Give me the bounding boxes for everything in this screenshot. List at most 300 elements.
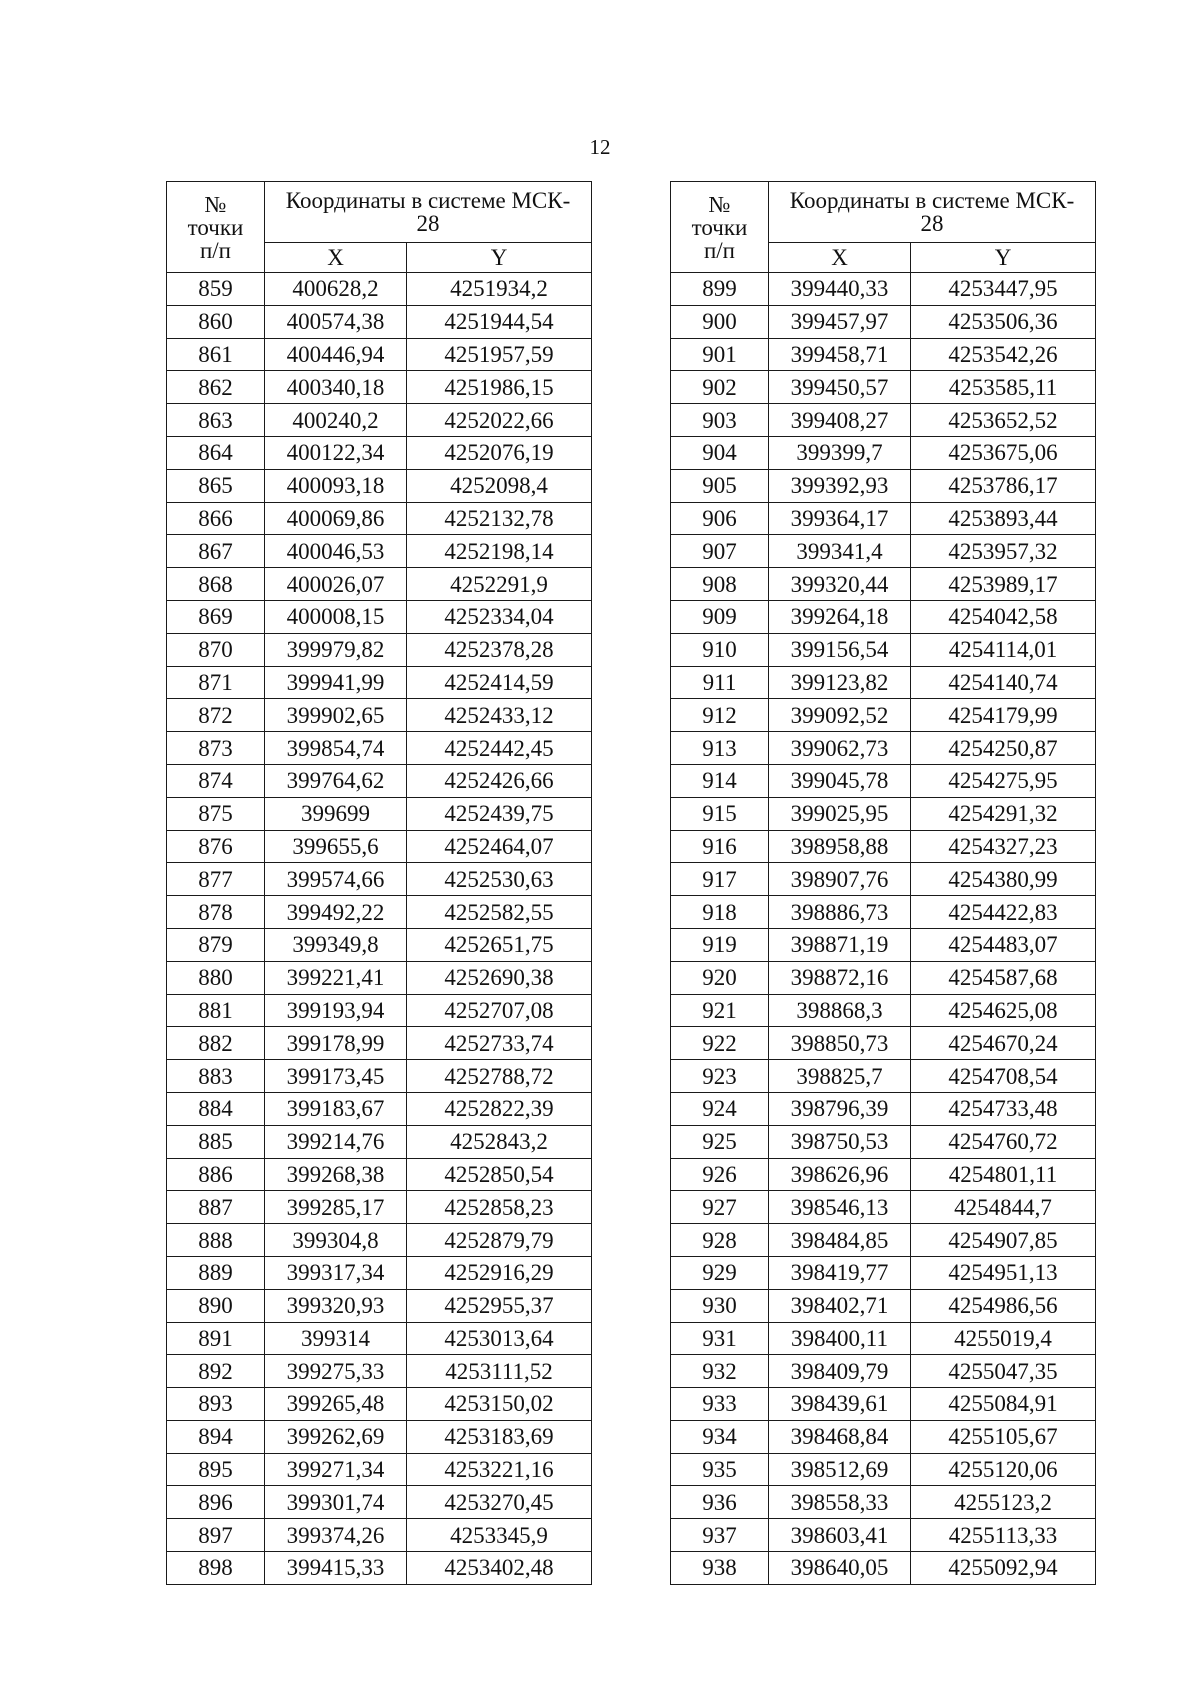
x-coordinate-cell: 399655,6: [265, 830, 407, 863]
y-coordinate-cell: 4251986,15: [407, 371, 592, 404]
table-row: [167, 699, 592, 732]
point-number-cell: 884: [167, 1092, 265, 1125]
table-row: [167, 1552, 592, 1585]
x-coordinate-cell: 399320,93: [265, 1289, 407, 1322]
table-row: [671, 1322, 1096, 1355]
point-number-cell: 877: [167, 863, 265, 896]
point-number-cell: 900: [671, 305, 769, 338]
x-coordinate-cell: 399214,76: [265, 1125, 407, 1158]
y-coordinate-cell: 4255084,91: [911, 1388, 1096, 1421]
point-number-cell: 904: [671, 436, 769, 469]
table-row: [167, 305, 592, 338]
point-number-cell: 906: [671, 502, 769, 535]
x-coordinate-cell: 398439,61: [769, 1388, 911, 1421]
point-number-cell: 920: [671, 961, 769, 994]
y-coordinate-cell: 4253270,45: [407, 1486, 592, 1519]
x-coordinate-cell: 398886,73: [769, 896, 911, 929]
point-number-cell: 891: [167, 1322, 265, 1355]
point-number-cell: 874: [167, 764, 265, 797]
table-row: [167, 928, 592, 961]
table-row: [167, 1388, 592, 1421]
x-coordinate-cell: 399457,97: [769, 305, 911, 338]
table-row: [167, 1027, 592, 1060]
table-row: [167, 1519, 592, 1552]
x-coordinate-cell: 398825,7: [769, 1060, 911, 1093]
y-coordinate-cell: 4252733,74: [407, 1027, 592, 1060]
x-coordinate-cell: 399979,82: [265, 633, 407, 666]
point-number-cell: 893: [167, 1388, 265, 1421]
point-number-cell: 887: [167, 1191, 265, 1224]
point-number-cell: 897: [167, 1519, 265, 1552]
y-column-header: Y: [407, 243, 592, 273]
table-row: [671, 1453, 1096, 1486]
table-row: [671, 1388, 1096, 1421]
table-row: [167, 764, 592, 797]
x-coordinate-cell: 399458,71: [769, 338, 911, 371]
x-coordinate-cell: 398796,39: [769, 1092, 911, 1125]
y-coordinate-cell: 4252414,59: [407, 666, 592, 699]
point-number-cell: 865: [167, 469, 265, 502]
y-coordinate-cell: 4252879,79: [407, 1224, 592, 1257]
table-row: [671, 994, 1096, 1027]
point-number-cell: 898: [167, 1552, 265, 1585]
y-coordinate-cell: 4253402,48: [407, 1552, 592, 1585]
point-number-cell: 878: [167, 896, 265, 929]
point-number-cell: 890: [167, 1289, 265, 1322]
point-number-cell: 936: [671, 1486, 769, 1519]
x-coordinate-cell: 399156,54: [769, 633, 911, 666]
y-coordinate-cell: 4254275,95: [911, 764, 1096, 797]
point-number-cell: 869: [167, 600, 265, 633]
y-coordinate-cell: 4252426,66: [407, 764, 592, 797]
y-coordinate-cell: 4252439,75: [407, 797, 592, 830]
table-row: [671, 305, 1096, 338]
point-number-cell: 896: [167, 1486, 265, 1519]
table-row: [671, 797, 1096, 830]
x-coordinate-cell: 400122,34: [265, 436, 407, 469]
table-row: [671, 1256, 1096, 1289]
x-coordinate-cell: 399408,27: [769, 404, 911, 437]
table-row: [167, 666, 592, 699]
point-number-cell: 919: [671, 928, 769, 961]
x-coordinate-cell: 399178,99: [265, 1027, 407, 1060]
x-coordinate-cell: 399574,66: [265, 863, 407, 896]
point-number-header: [167, 182, 265, 273]
table-row: [671, 600, 1096, 633]
y-coordinate-cell: 4254042,58: [911, 600, 1096, 633]
y-coordinate-cell: 4252334,04: [407, 600, 592, 633]
x-column-header: X: [769, 243, 911, 273]
table-row: [671, 502, 1096, 535]
x-coordinate-cell: 398871,19: [769, 928, 911, 961]
x-coordinate-cell: 398419,77: [769, 1256, 911, 1289]
x-coordinate-cell: 398907,76: [769, 863, 911, 896]
table-row: [671, 928, 1096, 961]
y-coordinate-cell: 4253447,95: [911, 273, 1096, 306]
y-coordinate-cell: 4253013,64: [407, 1322, 592, 1355]
y-coordinate-cell: 4252822,39: [407, 1092, 592, 1125]
point-number-cell: 928: [671, 1224, 769, 1257]
point-word: точки: [691, 214, 748, 240]
point-number-cell: 903: [671, 404, 769, 437]
x-coordinate-cell: 398558,33: [769, 1486, 911, 1519]
table-row: [671, 961, 1096, 994]
y-coordinate-cell: 4253585,11: [911, 371, 1096, 404]
number-sign: №: [708, 191, 731, 217]
y-coordinate-cell: 4252132,78: [407, 502, 592, 535]
point-number-cell: 873: [167, 732, 265, 765]
table-row: [167, 896, 592, 929]
point-number-cell: 864: [167, 436, 265, 469]
x-coordinate-cell: 399314: [265, 1322, 407, 1355]
point-number-cell: 886: [167, 1158, 265, 1191]
x-coordinate-cell: 399317,34: [265, 1256, 407, 1289]
y-coordinate-cell: 4255019,4: [911, 1322, 1096, 1355]
y-coordinate-cell: 4254760,72: [911, 1125, 1096, 1158]
table-row: [167, 1060, 592, 1093]
y-coordinate-cell: 4253542,26: [911, 338, 1096, 371]
table-row: [167, 797, 592, 830]
y-coordinate-cell: 4251944,54: [407, 305, 592, 338]
y-coordinate-cell: 4252690,38: [407, 961, 592, 994]
x-coordinate-cell: 398546,13: [769, 1191, 911, 1224]
table-row: [671, 469, 1096, 502]
point-number-cell: 913: [671, 732, 769, 765]
y-coordinate-cell: 4253111,52: [407, 1355, 592, 1388]
table-row: [167, 961, 592, 994]
y-coordinate-cell: 4255047,35: [911, 1355, 1096, 1388]
y-coordinate-cell: 4252198,14: [407, 535, 592, 568]
point-number-cell: 925: [671, 1125, 769, 1158]
y-coordinate-cell: 4251957,59: [407, 338, 592, 371]
y-coordinate-cell: 4252022,66: [407, 404, 592, 437]
x-coordinate-cell: 400446,94: [265, 338, 407, 371]
point-number-cell: 924: [671, 1092, 769, 1125]
y-coordinate-cell: 4254587,68: [911, 961, 1096, 994]
x-coordinate-cell: 398640,05: [769, 1552, 911, 1585]
y-coordinate-cell: 4253786,17: [911, 469, 1096, 502]
table-row: [167, 1125, 592, 1158]
y-coordinate-cell: 4254327,23: [911, 830, 1096, 863]
y-coordinate-cell: 4255123,2: [911, 1486, 1096, 1519]
table-row: [167, 1092, 592, 1125]
point-number-cell: 868: [167, 568, 265, 601]
x-coordinate-cell: 399320,44: [769, 568, 911, 601]
table-row: [167, 1224, 592, 1257]
table-row: [671, 404, 1096, 437]
x-column-header: X: [265, 243, 407, 273]
y-coordinate-cell: 4253652,52: [911, 404, 1096, 437]
point-number-cell: 862: [167, 371, 265, 404]
point-number-cell: 915: [671, 797, 769, 830]
y-coordinate-cell: 4252955,37: [407, 1289, 592, 1322]
coordinate-system-header: Координаты в системе МСК- 28: [265, 182, 592, 243]
table-row: [671, 1224, 1096, 1257]
x-coordinate-cell: 400574,38: [265, 305, 407, 338]
table-body-right: [671, 273, 1096, 1585]
table-row: [671, 830, 1096, 863]
table-row: [167, 1191, 592, 1224]
y-coordinate-cell: 4254291,32: [911, 797, 1096, 830]
y-coordinate-cell: 4253675,06: [911, 436, 1096, 469]
x-coordinate-cell: 399399,7: [769, 436, 911, 469]
table-row: [671, 1060, 1096, 1093]
point-number-cell: 881: [167, 994, 265, 1027]
point-number-cell: 934: [671, 1420, 769, 1453]
y-coordinate-cell: 4254422,83: [911, 896, 1096, 929]
table-row: [167, 338, 592, 371]
x-coordinate-cell: 399275,33: [265, 1355, 407, 1388]
x-coordinate-cell: 399440,33: [769, 273, 911, 306]
point-number-cell: 859: [167, 273, 265, 306]
point-word: точки: [187, 214, 244, 240]
y-coordinate-cell: 4253150,02: [407, 1388, 592, 1421]
x-coordinate-cell: 399092,52: [769, 699, 911, 732]
table-row: [167, 469, 592, 502]
page-number: 12: [589, 135, 611, 159]
x-coordinate-cell: 399045,78: [769, 764, 911, 797]
table-row: [167, 535, 592, 568]
point-number-cell: 876: [167, 830, 265, 863]
point-number-cell: 912: [671, 699, 769, 732]
point-number-cell: 866: [167, 502, 265, 535]
table-row: [671, 1191, 1096, 1224]
y-coordinate-cell: 4252651,75: [407, 928, 592, 961]
y-coordinate-cell: 4253183,69: [407, 1420, 592, 1453]
point-number-cell: 933: [671, 1388, 769, 1421]
y-coordinate-cell: 4252707,08: [407, 994, 592, 1027]
point-number-cell: 918: [671, 896, 769, 929]
number-sign: №: [204, 191, 227, 217]
table-row: [167, 1420, 592, 1453]
point-number-cell: 921: [671, 994, 769, 1027]
y-coordinate-cell: 4254483,07: [911, 928, 1096, 961]
y-coordinate-cell: 4253893,44: [911, 502, 1096, 535]
x-coordinate-cell: 399123,82: [769, 666, 911, 699]
table-row: [167, 633, 592, 666]
x-coordinate-cell: 399183,67: [265, 1092, 407, 1125]
point-number-cell: 927: [671, 1191, 769, 1224]
y-coordinate-cell: 4255113,33: [911, 1519, 1096, 1552]
table-body-left: [167, 273, 592, 1585]
y-coordinate-cell: 4252098,4: [407, 469, 592, 502]
coordinate-system-header: Координаты в системе МСК- 28: [769, 182, 1096, 243]
y-coordinate-cell: 4252291,9: [407, 568, 592, 601]
table-row: [167, 436, 592, 469]
table-row: [671, 1027, 1096, 1060]
y-coordinate-cell: 4252843,2: [407, 1125, 592, 1158]
table-row: [167, 1453, 592, 1486]
table-row: [167, 1486, 592, 1519]
y-coordinate-cell: 4252916,29: [407, 1256, 592, 1289]
x-coordinate-cell: 399941,99: [265, 666, 407, 699]
x-coordinate-cell: 400240,2: [265, 404, 407, 437]
x-coordinate-cell: 398868,3: [769, 994, 911, 1027]
table-row: [167, 1322, 592, 1355]
x-coordinate-cell: 398409,79: [769, 1355, 911, 1388]
point-number-cell: 935: [671, 1453, 769, 1486]
point-number-cell: 899: [671, 273, 769, 306]
x-coordinate-cell: 399262,69: [265, 1420, 407, 1453]
y-coordinate-cell: 4254140,74: [911, 666, 1096, 699]
x-coordinate-cell: 399415,33: [265, 1552, 407, 1585]
y-coordinate-cell: 4252378,28: [407, 633, 592, 666]
table-row: [167, 1256, 592, 1289]
y-coordinate-cell: 4254250,87: [911, 732, 1096, 765]
y-coordinate-cell: 4254625,08: [911, 994, 1096, 1027]
x-coordinate-cell: 399364,17: [769, 502, 911, 535]
table-row: [167, 1158, 592, 1191]
point-number-cell: 892: [167, 1355, 265, 1388]
point-number-cell: 894: [167, 1420, 265, 1453]
x-coordinate-cell: 399349,8: [265, 928, 407, 961]
y-coordinate-cell: 4252530,63: [407, 863, 592, 896]
x-coordinate-cell: 399268,38: [265, 1158, 407, 1191]
point-number-cell: 872: [167, 699, 265, 732]
table-row: [671, 371, 1096, 404]
x-coordinate-cell: 398958,88: [769, 830, 911, 863]
table-row: [167, 1355, 592, 1388]
table-row: [671, 633, 1096, 666]
table-row: [671, 273, 1096, 306]
y-coordinate-cell: 4252433,12: [407, 699, 592, 732]
y-coordinate-cell: 4253506,36: [911, 305, 1096, 338]
point-number-cell: 907: [671, 535, 769, 568]
table-row: [671, 732, 1096, 765]
y-coordinate-cell: 4255105,67: [911, 1420, 1096, 1453]
point-number-cell: 861: [167, 338, 265, 371]
point-number-cell: 908: [671, 568, 769, 601]
table-row: [671, 535, 1096, 568]
y-coordinate-cell: 4255120,06: [911, 1453, 1096, 1486]
y-coordinate-cell: 4253345,9: [407, 1519, 592, 1552]
point-number-cell: 902: [671, 371, 769, 404]
point-number-cell: 917: [671, 863, 769, 896]
table-row: [671, 896, 1096, 929]
coordinates-table-right: [670, 181, 1096, 1585]
table-row: [671, 338, 1096, 371]
x-coordinate-cell: 399264,18: [769, 600, 911, 633]
point-number-cell: 882: [167, 1027, 265, 1060]
y-coordinate-cell: 4255092,94: [911, 1552, 1096, 1585]
x-coordinate-cell: 398750,53: [769, 1125, 911, 1158]
point-number-cell: 926: [671, 1158, 769, 1191]
x-coordinate-cell: 400069,86: [265, 502, 407, 535]
table-row: [167, 404, 592, 437]
point-number-cell: 870: [167, 633, 265, 666]
x-coordinate-cell: 398402,71: [769, 1289, 911, 1322]
y-column-header: Y: [911, 243, 1096, 273]
table-row: [671, 1355, 1096, 1388]
y-coordinate-cell: 4254114,01: [911, 633, 1096, 666]
ordinal-abbr: п/п: [703, 237, 735, 263]
y-coordinate-cell: 4253221,16: [407, 1453, 592, 1486]
table-row: [167, 732, 592, 765]
x-coordinate-cell: 399221,41: [265, 961, 407, 994]
x-coordinate-cell: 398603,41: [769, 1519, 911, 1552]
y-coordinate-cell: 4252788,72: [407, 1060, 592, 1093]
point-number-cell: 931: [671, 1322, 769, 1355]
y-coordinate-cell: 4254708,54: [911, 1060, 1096, 1093]
x-coordinate-cell: 399301,74: [265, 1486, 407, 1519]
point-number-cell: 905: [671, 469, 769, 502]
table-row: [167, 863, 592, 896]
table-row: [167, 371, 592, 404]
point-number-cell: 923: [671, 1060, 769, 1093]
y-coordinate-cell: 4252582,55: [407, 896, 592, 929]
x-coordinate-cell: 400008,15: [265, 600, 407, 633]
y-coordinate-cell: 4252076,19: [407, 436, 592, 469]
table-row: [167, 568, 592, 601]
point-number-cell: 938: [671, 1552, 769, 1585]
point-number-cell: 922: [671, 1027, 769, 1060]
y-coordinate-cell: 4254380,99: [911, 863, 1096, 896]
coordinates-table-left: [166, 181, 592, 1585]
point-number-cell: 914: [671, 764, 769, 797]
x-coordinate-cell: 400026,07: [265, 568, 407, 601]
point-number-cell: 895: [167, 1453, 265, 1486]
point-number-cell: 916: [671, 830, 769, 863]
y-coordinate-cell: 4254801,11: [911, 1158, 1096, 1191]
table-row: [671, 764, 1096, 797]
table-row: [671, 1158, 1096, 1191]
point-number-cell: 889: [167, 1256, 265, 1289]
x-coordinate-cell: 398484,85: [769, 1224, 911, 1257]
point-number-cell: 901: [671, 338, 769, 371]
x-coordinate-cell: 398850,73: [769, 1027, 911, 1060]
x-coordinate-cell: 400340,18: [265, 371, 407, 404]
y-coordinate-cell: 4254670,24: [911, 1027, 1096, 1060]
x-coordinate-cell: 399025,95: [769, 797, 911, 830]
y-coordinate-cell: 4252858,23: [407, 1191, 592, 1224]
point-number-cell: 911: [671, 666, 769, 699]
point-number-cell: 860: [167, 305, 265, 338]
point-number-cell: 932: [671, 1355, 769, 1388]
x-coordinate-cell: 399902,65: [265, 699, 407, 732]
table-row: [671, 1552, 1096, 1585]
point-number-cell: 880: [167, 961, 265, 994]
x-coordinate-cell: 399854,74: [265, 732, 407, 765]
table-row: [167, 1289, 592, 1322]
x-coordinate-cell: 399265,48: [265, 1388, 407, 1421]
y-coordinate-cell: 4254733,48: [911, 1092, 1096, 1125]
y-coordinate-cell: 4254986,56: [911, 1289, 1096, 1322]
table-row: [671, 863, 1096, 896]
point-number-cell: 937: [671, 1519, 769, 1552]
x-coordinate-cell: 399285,17: [265, 1191, 407, 1224]
y-coordinate-cell: 4252442,45: [407, 732, 592, 765]
point-number-cell: 863: [167, 404, 265, 437]
table-row: [671, 436, 1096, 469]
y-coordinate-cell: 4253989,17: [911, 568, 1096, 601]
table-row: [167, 994, 592, 1027]
ordinal-abbr: п/п: [199, 237, 231, 263]
x-coordinate-cell: 398512,69: [769, 1453, 911, 1486]
point-number-cell: 885: [167, 1125, 265, 1158]
x-coordinate-cell: 399699: [265, 797, 407, 830]
x-coordinate-cell: 399392,93: [769, 469, 911, 502]
x-coordinate-cell: 398872,16: [769, 961, 911, 994]
table-row: [671, 666, 1096, 699]
point-number-cell: 929: [671, 1256, 769, 1289]
x-coordinate-cell: 400628,2: [265, 273, 407, 306]
y-coordinate-cell: 4254179,99: [911, 699, 1096, 732]
table-row: [671, 1420, 1096, 1453]
point-number-cell: 910: [671, 633, 769, 666]
table-row: [671, 1519, 1096, 1552]
x-coordinate-cell: 400093,18: [265, 469, 407, 502]
x-coordinate-cell: 399062,73: [769, 732, 911, 765]
